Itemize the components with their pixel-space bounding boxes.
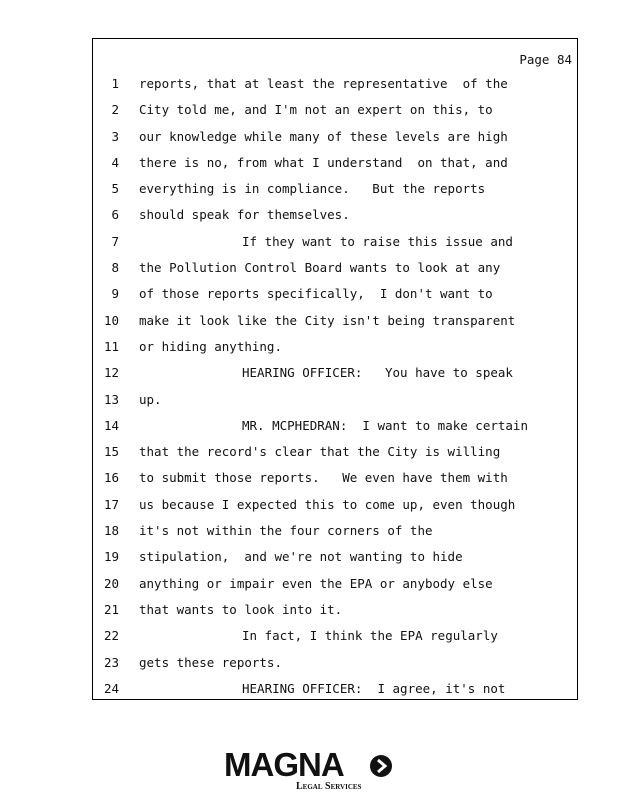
logo-wordmark: MAGNA	[224, 746, 344, 783]
magna-logo	[224, 748, 404, 792]
transcript-line	[93, 229, 577, 255]
transcript-line	[93, 571, 577, 597]
line-number: 9	[111, 286, 119, 302]
transcript-line	[93, 623, 577, 649]
line-number: 8	[111, 260, 119, 276]
transcript-line	[93, 360, 577, 386]
transcript-line	[93, 676, 577, 702]
line-text: HEARING OFFICER: You have to speak	[242, 365, 513, 381]
line-text: or hiding anything.	[139, 338, 282, 354]
line-text: it's not within the four corners of the	[139, 523, 433, 539]
line-number: 6	[111, 207, 119, 223]
transcript-lines	[93, 71, 577, 702]
transcript-line	[93, 544, 577, 570]
line-text: reports, that at least the representative of the	[139, 76, 508, 91]
transcript-line	[93, 465, 577, 491]
line-number: 5	[111, 181, 119, 197]
line-number: 22	[103, 628, 119, 644]
transcript-line	[93, 439, 577, 465]
transcript-line	[93, 308, 577, 334]
line-text: should speak for themselves.	[139, 207, 350, 223]
line-text: In fact, I think the EPA regularly	[242, 628, 498, 644]
line-number: 12	[103, 365, 119, 381]
line-text: MR. MCPHEDRAN: I want to make certain	[242, 417, 528, 433]
line-number: 14	[103, 417, 119, 433]
line-text: our knowledge while many of these levels are high	[139, 128, 508, 144]
line-text: gets these reports.	[139, 654, 282, 670]
transcript-line	[93, 71, 577, 97]
line-number: 4	[111, 154, 119, 170]
line-text: If they want to raise this issue and	[242, 233, 513, 249]
line-text: up.	[139, 391, 162, 407]
transcript-line	[93, 255, 577, 281]
line-text: of those reports specifically, I don't want to	[139, 286, 493, 302]
line-number: 17	[103, 496, 119, 512]
transcript-line	[93, 387, 577, 413]
line-number: 23	[103, 654, 119, 670]
line-number: 19	[103, 549, 119, 565]
line-number: 21	[103, 601, 119, 617]
line-number: 20	[103, 575, 119, 591]
transcript-line	[93, 97, 577, 123]
line-text: the Pollution Control Board wants to look at any	[139, 260, 501, 276]
transcript-line	[93, 492, 577, 518]
logo-subtitle: Legal Services	[296, 781, 362, 792]
line-text: that the record's clear that the City is willing	[139, 444, 501, 460]
chevron-right-circle-icon	[370, 755, 392, 777]
line-number: 3	[111, 128, 119, 144]
line-number: 16	[103, 470, 119, 486]
line-text: us because I expected this to come up, even though	[139, 496, 516, 512]
line-number: 18	[103, 523, 119, 539]
page-number: Page 84	[519, 52, 572, 67]
line-text: City told me, and I'm not an expert on this, to	[139, 102, 493, 118]
transcript-line	[93, 597, 577, 623]
transcript-line	[93, 650, 577, 676]
transcript-line	[93, 518, 577, 544]
line-number: 10	[103, 312, 119, 328]
line-text: HEARING OFFICER: I agree, it's not	[242, 680, 506, 696]
line-number: 7	[111, 233, 119, 249]
transcript-line	[93, 202, 577, 228]
line-text: that wants to look into it.	[139, 601, 343, 617]
line-text: to submit those reports. We even have them with	[139, 470, 508, 486]
line-number: 13	[103, 391, 119, 407]
transcript-line	[93, 281, 577, 307]
line-number: 1	[111, 76, 119, 91]
transcript-line	[93, 124, 577, 150]
line-text: there is no, from what I understand on that, and	[139, 154, 508, 170]
line-text: make it look like the City isn't being transparent	[139, 312, 516, 328]
line-text: anything or impair even the EPA or anybody else	[139, 575, 493, 591]
transcript-line	[93, 334, 577, 360]
line-number: 11	[103, 338, 119, 354]
transcript-line	[93, 176, 577, 202]
line-number: 2	[111, 102, 119, 118]
transcript-line	[93, 150, 577, 176]
line-text: everything is in compliance. But the reports	[139, 181, 486, 197]
transcript-line	[93, 413, 577, 439]
line-number: 24	[103, 680, 119, 696]
line-text: stipulation, and we're not wanting to hide	[139, 549, 463, 565]
transcript-page	[92, 38, 578, 700]
line-number: 15	[103, 444, 119, 460]
